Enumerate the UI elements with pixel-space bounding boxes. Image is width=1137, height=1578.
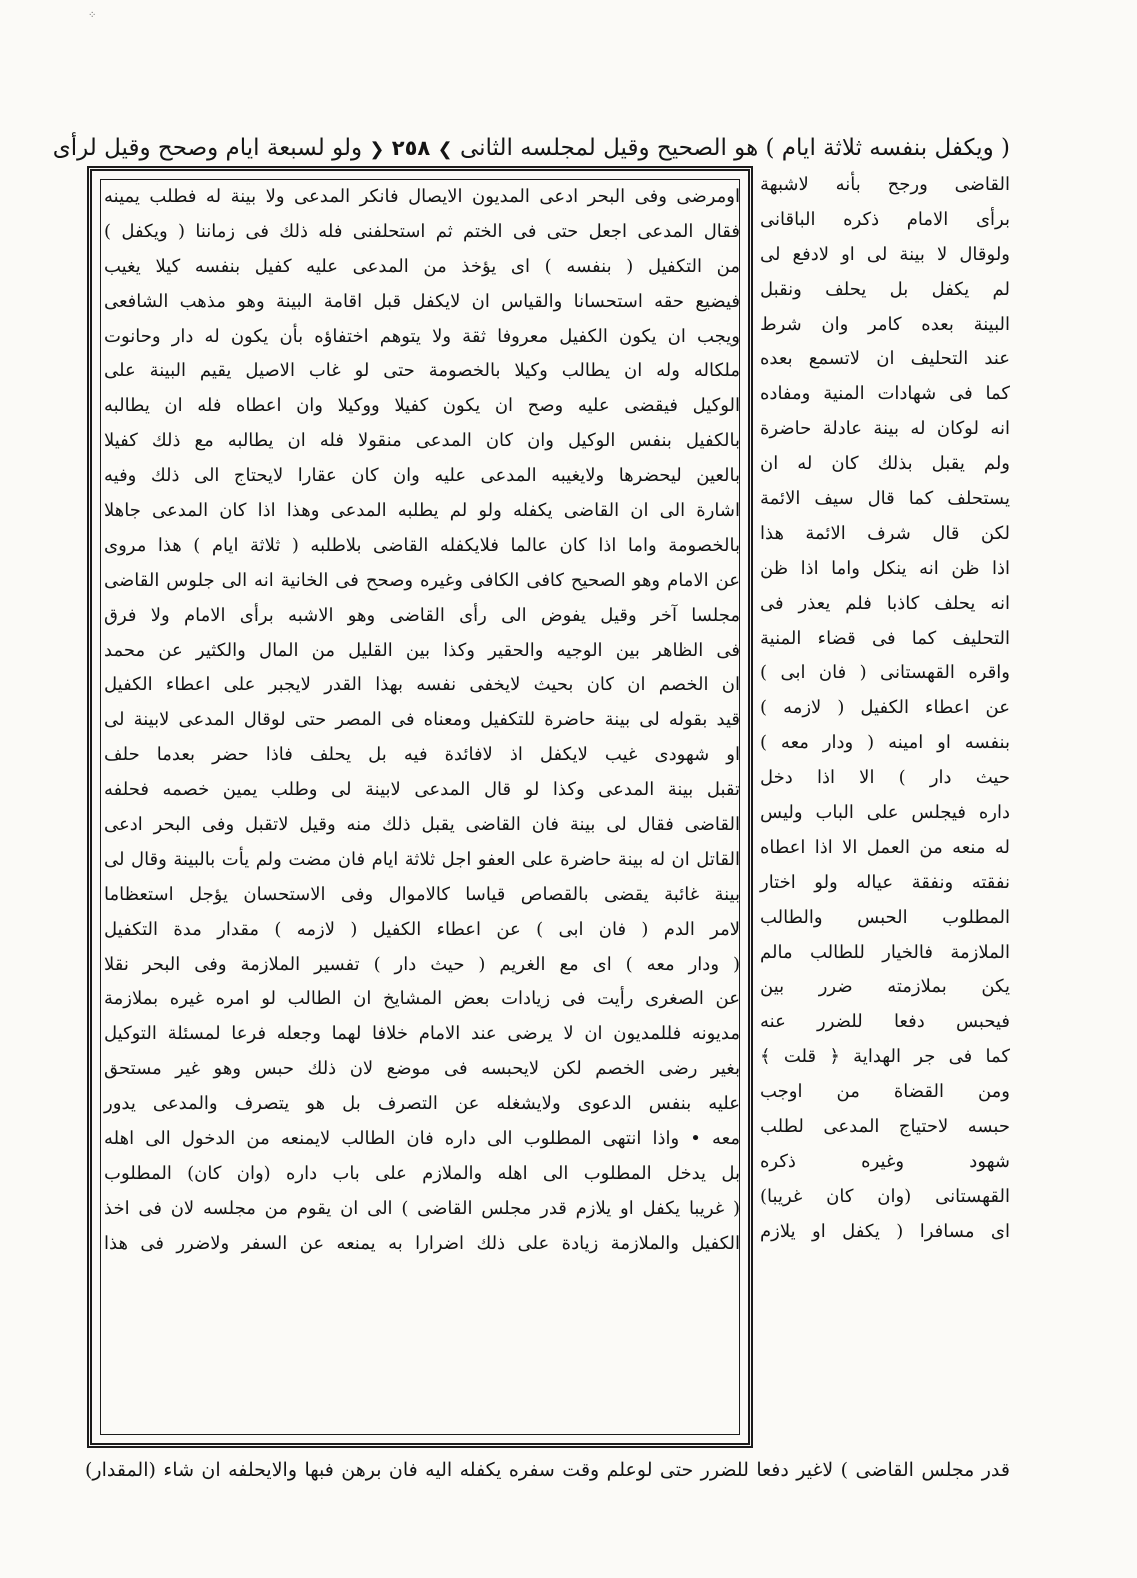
header-ornament-left: ❮ [369,139,385,160]
margin-text-line: البينة بعده كامر وان شرط [760,313,1010,335]
margin-text-line: عن اعطاء الكفيل ( لازمه ) [760,697,1010,719]
margin-text-line: لم يكفل بل يحلف ونقبل [760,278,1010,300]
header-ornament-right: ❯ [437,139,453,160]
margin-text-line: كما فى شهادات المنية ومفاده [760,383,1010,405]
main-text-line: ان الخصم ان كان بحيث لايخفى نفسه بهذا القدر لايجبر على اعطاء الكفيل [104,674,740,696]
margin-text-line: ولوقال لا بينة لى او لادفع لى [760,243,1010,265]
main-text-line: او شهودى غيب لايكفل اذ لافائدة فيه بل يحلف فاذا حضر بعدما حلف [104,744,740,766]
main-text-line: مجلسا آخر وقيل يفوض الى رأى القاضى وهو الاشبه برأى الامام ولا فرق [104,604,740,626]
main-text-line: عن الامام وهو الصحيح كافى الكافى وغيره وصحح فى الخانية انه الى جلوس القاضى [104,569,740,591]
margin-text-line: المطلوب الحبس والطالب [760,906,1010,928]
margin-text-line: الملازمة فالخيار للطالب مالم [760,941,1010,963]
margin-text-line: كما فى جر الهداية ﴿ قلت ﴾ [760,1046,1010,1068]
main-text-line: معه • واذا انتهى المطلوب الى داره فان الطالب لايمنعه من الدخول الى اهله [104,1128,740,1150]
main-text-line: تقبل بينة المدعى وكذا لو قال المدعى لابينة لى وطلب يمين خصمه فحلفه [104,779,740,801]
margin-text-line: فيحبس دفعا للضرر عنه [760,1011,1010,1033]
main-text-line: بل يدخل المطلوب الى اهله والملازم على باب داره (وان كان) المطلوب [104,1162,740,1184]
margin-text-line: انه لوكان له بينة عادلة حاضرة [760,418,1010,440]
main-text-line: بالخصومة واما اذا كان عالما فلايكفله القاضى بلاطلبه ( ثلاثة ايام ) هذا مروى [104,534,740,556]
header-left-text: ولو لسبعة ايام وصحح وقيل لرأى [52,135,363,161]
margin-text-line: برأى الامام ذكره الباقانى [760,208,1010,230]
margin-text-line: ولم يقبل بذلك كان له ان [760,453,1010,475]
header-right-text: ( ويكفل بنفسه ثلاثة ايام ) هو الصحيح وقيل لمجلسه الثانى [459,135,1010,161]
main-text-line: القاضى فقال لى بينة فان القاضى يقبل ذلك منه وقيل لاتقبل وفى البحر ادعى [104,814,740,836]
main-text-line: مديونه فللمديون ان لا يرضى عند الامام خلافا لهما وجعله فرعا لمسئلة التوكيل [104,1023,740,1045]
margin-text-line: اى مسافرا ( يكفل او يلازم [760,1220,1010,1242]
marginal-commentary [760,168,1010,1458]
margin-text-line: القهستانى (وان كان غريبا) [760,1185,1010,1207]
main-text-line: لامر الدم ( فان ابى ) عن اعطاء الكفيل ( لازمه ) مقدار مدة التكفيل [104,918,740,940]
main-text-line: قيد بقوله لى بينة حاضرة للتكفيل ومعناه فى المصر حتى لوقال المدعى لابينة لى [104,709,740,731]
margin-text-line: حيث دار ) الا اذا دخل [760,767,1010,789]
main-text-line: عن الصغرى رأيت فى زيادات بعض المشايخ ان الطالب لو امره غيره بملازمة [104,988,740,1010]
main-text-line: بغير رضى الخصم لكن لايحبسه فى موضع لان ذلك حبس وهو غير مستحق [104,1058,740,1080]
main-text-line: الوكيل فيقضى عليه وصح ان يكون كفيلا ووكيلا وان اعطاه فله ان يطالبه [104,395,740,417]
footer-continuation-line: قدر مجلس القاضى ) لاغير دفعا للضرر حتى لوعلم وقت سفره يكفله اليه فان برهن فبها والايحلفه ان شاء (المقدار) [85,1459,1010,1481]
margin-text-line: اذا ظن انه ينكل واما اذا ظن [760,557,1010,579]
main-text-line: اومرضى وفى البحر ادعى المديون الايصال فانكر المدعى ولا بينة له فطلب يمينه [104,186,740,207]
margin-text-line: لكن قال شرف الائمة هذا [760,522,1010,544]
margin-text-line: القاضى ورجح بأنه لاشبهة [760,174,1010,195]
main-text-line: ( غريبا يكفل او يلازم قدر مجلس القاضى ) الى ان يقوم من مجلسه لان فى اخذ [104,1197,740,1219]
margin-text-line: له منعه من العمل الا اذا اعطاه [760,836,1010,858]
margin-text-line: داره فيجلس على الباب وليس [760,802,1010,824]
main-text-line: اشارة الى ان القاضى يكفله ولو لم يطلبه المدعى وهذا اذا كان المدعى جاهلا [104,500,740,522]
main-text-line: ويجب ان يكون الكفيل معروفا ثقة ولا يتوهم اختفاؤه بأن يكون له دار وحانوت [104,325,740,347]
main-text-line: ( ودار معه ) اى مع الغريم ( حيث دار ) تفسير الملازمة وفى البحر نقلا [104,953,740,975]
main-text-line: ملكاله وله ان يطالب وكيلا بالخصومة حتى لو غاب الاصيل يقيم البينة على [104,360,740,382]
margin-text-line: واقره القهستانى ( فان ابى ) [760,662,1010,684]
main-text-line: بينة غائبة يقضى بالقصاص قياسا كالاموال وفى الاستحسان يؤجل استعظاما [104,883,740,905]
main-text-line: القاتل ان له بينة حاضرة على العفو اجل ثلاثة ايام فان مضت ولم يأت بالبينة وقال لى [104,848,740,870]
main-text-block [104,180,740,1436]
main-text-line: عليه بنفس الدعوى ولايشغله عن التصرف بل هو يتصرف والمدعى يدور [104,1093,740,1115]
margin-text-line: عند التحليف ان لاتسمع بعده [760,348,1010,370]
margin-text-line: بنفسه او امينه ( ودار معه ) [760,732,1010,754]
margin-text-line: شهود وغيره ذكره [760,1150,1010,1172]
margin-text-line: التحليف كما فى قضاء المنية [760,627,1010,649]
margin-text-line: يكن بملازمته ضرر بين [760,976,1010,998]
main-text-line: من التكفيل ( بنفسه ) اى يؤخذ من المدعى عليه كفيل بنفسه كيلا يغيب [104,255,740,277]
margin-text-line: حبسه لاحتياج المدعى لطلب [760,1116,1010,1138]
main-text-line: فى الظاهر بين الوجيه والحقير وكذا بين القليل من المال والكثير عن محمد [104,639,740,661]
margin-text-line: ومن القضاة من اوجب [760,1081,1010,1103]
page-number: ٢٥٨ [391,136,431,160]
main-text-line: فقال المدعى اجعل حتى فى الختم ثم استحلفنى فله ذلك فى زماننا ( ويكفل ) [104,220,740,242]
main-text-line: الكفيل والملازمة زيادة على ذلك اضرارا به يمنعه عن السفر ولاضرر فى هذا [104,1232,740,1254]
main-text-line: بالكفيل بنفس الوكيل وان كان المدعى منقولا فله ان يطالبه مع ذلك كفيلا [104,430,740,452]
margin-text-line: انه يحلف كاذبا فلم يعذر فى [760,592,1010,614]
main-text-line: فيضيع حقه استحسانا والقياس ان لايكفل قبل اقامة البينة وهو مذهب الشافعى [104,290,740,312]
running-header [52,128,1010,168]
main-text-line: بالعين ليحضرها ولايغيبه المدعى عليه وان كان عقارا لايحتاج الى ذلك وفيه [104,465,740,487]
corner-speck: ⁘ [88,10,97,21]
margin-text-line: نفقته ونفقة عياله ولو اختار [760,871,1010,893]
margin-text-line: يستحلف كما قال سيف الائمة [760,488,1010,510]
